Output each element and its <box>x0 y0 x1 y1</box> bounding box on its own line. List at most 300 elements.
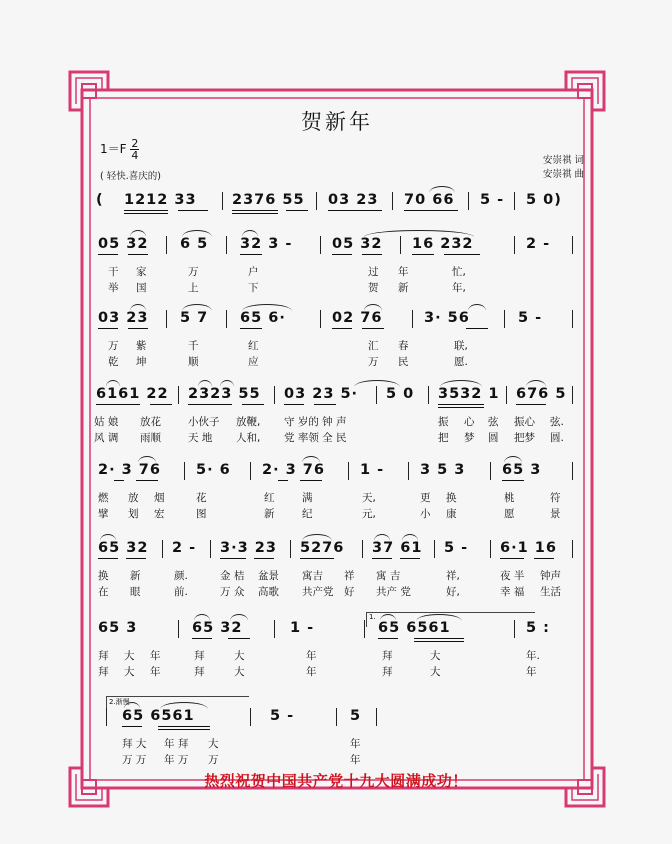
underline <box>96 404 140 405</box>
slur <box>182 230 212 237</box>
barline <box>490 540 491 558</box>
lyric: 天, <box>362 492 376 504</box>
underline <box>534 558 554 559</box>
slur <box>242 230 258 237</box>
note-group: 2323 55 <box>188 386 261 402</box>
lyric: 过 <box>368 266 379 278</box>
lyric: 新 <box>130 570 141 582</box>
slur <box>429 186 455 193</box>
composer: 安崇祺 曲 <box>542 169 584 180</box>
underline <box>124 213 168 214</box>
slur <box>364 230 474 237</box>
lyric: 换 <box>98 570 109 582</box>
underline <box>242 404 264 405</box>
slur <box>242 304 292 311</box>
lyric: 人和, <box>236 432 261 444</box>
slur <box>468 304 486 311</box>
notes-line <box>94 384 582 406</box>
lyric: 风 调 <box>94 432 119 444</box>
barline <box>106 708 107 726</box>
lyric: 年 <box>526 666 537 678</box>
congratulation-banner: 热烈祝贺中国共产党十九大圆满成功！ <box>204 772 468 790</box>
lyric: 景 <box>550 508 561 520</box>
lyric: 大 <box>124 650 135 662</box>
lyric: 年 <box>306 666 317 678</box>
lyric: 振心 <box>514 416 535 428</box>
notes-line <box>94 308 582 330</box>
underline <box>414 641 464 642</box>
slur <box>440 380 482 387</box>
note-group: 3 5 3 <box>420 462 466 478</box>
note-group: 6 5 <box>180 236 209 252</box>
lyric: 民 <box>398 356 409 368</box>
note-group: 5· 6 <box>196 462 231 478</box>
slur <box>106 380 120 387</box>
lyric: 寓 吉 <box>376 570 401 582</box>
underline <box>98 328 118 329</box>
lyric: 年 万 <box>164 754 189 766</box>
lyric: 换 <box>446 492 457 504</box>
underline <box>158 729 210 730</box>
song-title: 贺新年 <box>301 110 373 134</box>
lyric: 桃 <box>504 492 515 504</box>
underline <box>240 328 262 329</box>
note-group: 65 3 <box>502 462 542 478</box>
lyric: 符 <box>550 492 561 504</box>
note-group: 5 0 <box>386 386 415 402</box>
underline <box>516 404 546 405</box>
lyric: 大 <box>234 666 245 678</box>
underline <box>150 404 172 405</box>
lyric: 万 万 <box>122 754 147 766</box>
lyric: 春 <box>398 340 409 352</box>
barline <box>506 386 507 404</box>
barline <box>490 462 491 480</box>
note-group: 32 3 - <box>240 236 293 252</box>
barline <box>250 708 251 726</box>
score-row <box>94 384 582 454</box>
score-row <box>94 698 582 776</box>
lyric: 幸 福 <box>500 586 525 598</box>
lyric: 弦 <box>488 416 499 428</box>
underline <box>122 726 142 727</box>
note-group: 37 61 <box>372 540 423 556</box>
lyric: 大 <box>234 650 245 662</box>
lyric: 顺 <box>188 356 199 368</box>
lyric: 年. <box>526 650 540 662</box>
lyric: 坤 <box>136 356 147 368</box>
note-group: 3532 1 <box>438 386 500 402</box>
lyric: 前. <box>174 586 188 598</box>
note-group: 03 23 <box>98 310 149 326</box>
notes-line <box>94 706 582 728</box>
note-group: 2376 55 <box>232 192 305 208</box>
underline <box>502 480 524 481</box>
score-row <box>94 538 582 608</box>
lyric: 万 <box>368 356 379 368</box>
underline <box>328 210 382 211</box>
underline <box>378 638 398 639</box>
underline <box>178 210 208 211</box>
underline <box>400 558 420 559</box>
lyric: 党 率领 全 民 <box>284 432 347 444</box>
lyric: 大 <box>208 738 219 750</box>
barline <box>376 708 377 726</box>
barline <box>572 462 573 480</box>
slur <box>354 380 400 387</box>
barline <box>274 386 275 404</box>
lyric: 寓吉 <box>302 570 323 582</box>
lyric: 钟声 <box>540 570 561 582</box>
first-ending: 1. <box>366 612 535 627</box>
barline <box>162 540 163 558</box>
lyric: 振 <box>438 416 449 428</box>
time-top: 2 <box>131 137 139 150</box>
note-group: 65 3 <box>98 620 138 636</box>
key-label: 1＝F <box>100 142 127 156</box>
lyric: 拜 <box>98 650 109 662</box>
lyric: 好 <box>344 586 355 598</box>
underline <box>278 480 288 481</box>
lyric: 雨顺 <box>140 432 161 444</box>
slur <box>130 304 146 311</box>
lyric: 万 <box>108 340 119 352</box>
underline <box>124 210 168 211</box>
note-group: 3· 56 <box>424 310 470 326</box>
barline <box>362 540 363 558</box>
note-group: 6161 22 <box>96 386 169 402</box>
lyric: 年 <box>398 266 409 278</box>
slur <box>160 702 208 709</box>
time-bottom: 4 <box>131 149 139 162</box>
underline <box>240 254 262 255</box>
barline <box>336 708 337 726</box>
key-signature <box>100 138 139 161</box>
lyric: 拜 <box>194 666 205 678</box>
note-group: 1 - <box>290 620 315 636</box>
lyric: 盆景 <box>258 570 279 582</box>
lyric: 大 <box>124 666 135 678</box>
barline <box>572 310 573 328</box>
lyric: 圆. <box>550 432 564 444</box>
underline <box>192 638 212 639</box>
lyric: 燃 <box>98 492 109 504</box>
underline <box>438 407 484 408</box>
underline <box>300 558 334 559</box>
barline <box>274 620 275 638</box>
score-row <box>94 613 582 688</box>
lyric: 紫 <box>136 340 147 352</box>
note-group: 5 - <box>444 540 469 556</box>
barline <box>428 386 429 404</box>
note-group: 65 6561 <box>122 708 195 724</box>
lyric: 纪 <box>302 508 313 520</box>
note-group: 5276 <box>300 540 345 556</box>
notes-line <box>94 460 582 482</box>
notes-line <box>94 234 582 256</box>
lyric: 眼 <box>130 586 141 598</box>
barline <box>468 192 469 210</box>
underline <box>254 558 274 559</box>
lyric: 小伙子 <box>188 416 220 428</box>
barline <box>178 620 179 638</box>
underline <box>284 404 304 405</box>
underline <box>500 558 524 559</box>
note-group: 5 7 <box>180 310 209 326</box>
lyric: 万 <box>208 754 219 766</box>
underline <box>228 638 250 639</box>
barline <box>434 540 435 558</box>
slur <box>302 456 320 463</box>
lyric: 应 <box>248 356 259 368</box>
lyricist: 安崇祺 词 <box>542 155 584 166</box>
lyric: 国 <box>136 282 147 294</box>
underline <box>232 213 278 214</box>
lyric: 弦. <box>550 416 564 428</box>
notes-line <box>94 538 582 560</box>
lyric: 擘 <box>98 508 109 520</box>
note-group: ( <box>96 192 104 208</box>
underline <box>404 210 458 211</box>
lyric: 放 <box>128 492 139 504</box>
lyric: 乾 <box>108 356 119 368</box>
underline <box>300 480 322 481</box>
slur <box>380 614 396 621</box>
lyric: 图 <box>196 508 207 520</box>
slur <box>504 456 522 463</box>
lyric: 大 <box>430 666 441 678</box>
underline <box>314 404 336 405</box>
lyric: 祥, <box>446 570 460 582</box>
underline <box>158 726 210 727</box>
lyric: 满 <box>302 492 313 504</box>
slur <box>182 304 212 311</box>
note-group: 65 32 <box>98 540 149 556</box>
time-signature <box>130 138 139 161</box>
note-group: 5 <box>350 708 362 724</box>
underline <box>362 254 382 255</box>
note-group: 5 0) <box>526 192 562 208</box>
note-group: 2 - <box>172 540 197 556</box>
underline <box>286 210 308 211</box>
lyric: 年 <box>150 666 161 678</box>
lyric: 宏 <box>154 508 165 520</box>
lyric: 生活 <box>540 586 561 598</box>
lyric: 天 地 <box>188 432 213 444</box>
underline <box>466 328 488 329</box>
note-group: 3·3 23 <box>220 540 277 556</box>
barline <box>320 310 321 328</box>
slur <box>100 534 116 541</box>
lyric: 拜 <box>382 650 393 662</box>
barline <box>514 620 515 638</box>
lyric: 小 <box>420 508 431 520</box>
lyric: 大 <box>430 650 441 662</box>
lyric: 心 <box>464 416 475 428</box>
slur <box>364 304 382 311</box>
lyric: 年, <box>452 282 466 294</box>
underline <box>362 328 384 329</box>
slur <box>302 534 332 541</box>
lyric: 年 <box>306 650 317 662</box>
note-group: 5 : <box>526 620 550 636</box>
lyric: 姑 娘 <box>94 416 119 428</box>
lyric: 在 <box>98 586 109 598</box>
lyric: 汇 <box>368 340 379 352</box>
barline <box>364 620 365 638</box>
lyric: 干 <box>108 266 119 278</box>
lyric: 共产党 <box>302 586 334 598</box>
lyric: 康 <box>446 508 457 520</box>
underline <box>444 254 480 255</box>
underline <box>414 638 464 639</box>
lyric: 金 桔 <box>220 570 245 582</box>
barline <box>316 192 317 210</box>
underline <box>438 404 484 405</box>
barline <box>514 236 515 254</box>
slur <box>416 614 462 621</box>
note-group: 03 23 <box>328 192 379 208</box>
slur <box>198 380 212 387</box>
lyric: 红 <box>248 340 259 352</box>
credits <box>543 154 584 182</box>
note-group: 65 6· <box>240 310 286 326</box>
barline <box>184 462 185 480</box>
note-group: 2 - <box>526 236 551 252</box>
lyric: 划 <box>128 508 139 520</box>
lyric: 红 <box>264 492 275 504</box>
barline <box>348 462 349 480</box>
note-group: 1212 33 <box>124 192 197 208</box>
underline <box>114 480 124 481</box>
slur <box>374 534 390 541</box>
underline <box>232 210 278 211</box>
lyric: 颜. <box>174 570 188 582</box>
lyric: 元, <box>362 508 376 520</box>
barline <box>226 236 227 254</box>
notes-line <box>94 618 582 640</box>
underline <box>128 328 148 329</box>
lyric: 千 <box>188 340 199 352</box>
note-group: 6·1 16 <box>500 540 557 556</box>
slur <box>220 380 234 387</box>
barline <box>572 236 573 254</box>
note-group: 03 23 5· <box>284 386 359 402</box>
note-group: 02 76 <box>332 310 383 326</box>
underline <box>98 558 118 559</box>
lyric: 共产 党 <box>376 586 411 598</box>
lyric: 拜 <box>98 666 109 678</box>
lyric: 放鞭, <box>236 416 261 428</box>
score-row <box>94 234 582 304</box>
barline <box>514 192 515 210</box>
underline <box>332 328 352 329</box>
barline <box>572 386 573 404</box>
barline <box>210 540 211 558</box>
lyric: 祥 <box>344 570 355 582</box>
note-group: 05 32 <box>332 236 383 252</box>
barline <box>408 462 409 480</box>
lyric: 万 <box>188 266 199 278</box>
lyric: 愿. <box>454 356 468 368</box>
score-page <box>84 92 590 786</box>
underline <box>412 254 434 255</box>
lyric: 高歌 <box>258 586 279 598</box>
lyric: 把 <box>438 432 449 444</box>
lyric: 新 <box>264 508 275 520</box>
lyric: 圆 <box>488 432 499 444</box>
note-group: 16 232 <box>412 236 474 252</box>
underline <box>372 558 392 559</box>
slur <box>402 534 418 541</box>
lyric: 守 岁的 钟 声 <box>284 416 347 428</box>
note-group: 05 32 <box>98 236 149 252</box>
lyric: 新 <box>398 282 409 294</box>
lyric: 拜 <box>194 650 205 662</box>
note-group: 1 - <box>360 462 385 478</box>
lyric: 烟 <box>154 492 165 504</box>
lyric: 贺 <box>368 282 379 294</box>
slur <box>230 614 248 621</box>
underline <box>126 558 146 559</box>
lyric: 把梦 <box>514 432 535 444</box>
lyric: 上 <box>188 282 199 294</box>
barline <box>412 310 413 328</box>
lyric: 更 <box>420 492 431 504</box>
notes-line <box>94 190 582 212</box>
barline <box>400 236 401 254</box>
barline <box>166 236 167 254</box>
tempo-marking: ( 轻快.喜庆的) <box>100 171 161 182</box>
note-group: 5 - <box>480 192 505 208</box>
underline <box>136 480 158 481</box>
barline <box>250 462 251 480</box>
underline <box>220 558 246 559</box>
lyric: 梦 <box>464 432 475 444</box>
lyric: 举 <box>108 282 119 294</box>
lyric: 年 <box>350 738 361 750</box>
barline <box>290 540 291 558</box>
barline <box>392 192 393 210</box>
note-group: 676 5 <box>516 386 567 402</box>
lyric: 万 众 <box>220 586 245 598</box>
barline <box>320 236 321 254</box>
lyric: 夜 半 <box>500 570 525 582</box>
lyric: 年 拜 <box>164 738 189 750</box>
barline <box>226 310 227 328</box>
lyric: 家 <box>136 266 147 278</box>
slur <box>526 380 546 387</box>
lyric: 花 <box>196 492 207 504</box>
note-group: 5 - <box>518 310 543 326</box>
lyric: 联, <box>454 340 468 352</box>
note-group: 2· 3 76 <box>98 462 161 478</box>
note-group: 70 66 <box>404 192 455 208</box>
note-group: 2· 3 76 <box>262 462 325 478</box>
lyric: 好, <box>446 586 460 598</box>
slur <box>130 230 146 237</box>
barline <box>504 310 505 328</box>
note-group: 5 - <box>270 708 295 724</box>
barline <box>178 386 179 404</box>
lyric: 放花 <box>140 416 161 428</box>
score-row <box>94 308 582 378</box>
barline <box>222 192 223 210</box>
lyric: 户 <box>248 266 259 278</box>
barline <box>572 540 573 558</box>
note-group: 65 6561 <box>378 620 451 636</box>
barline <box>376 386 377 404</box>
